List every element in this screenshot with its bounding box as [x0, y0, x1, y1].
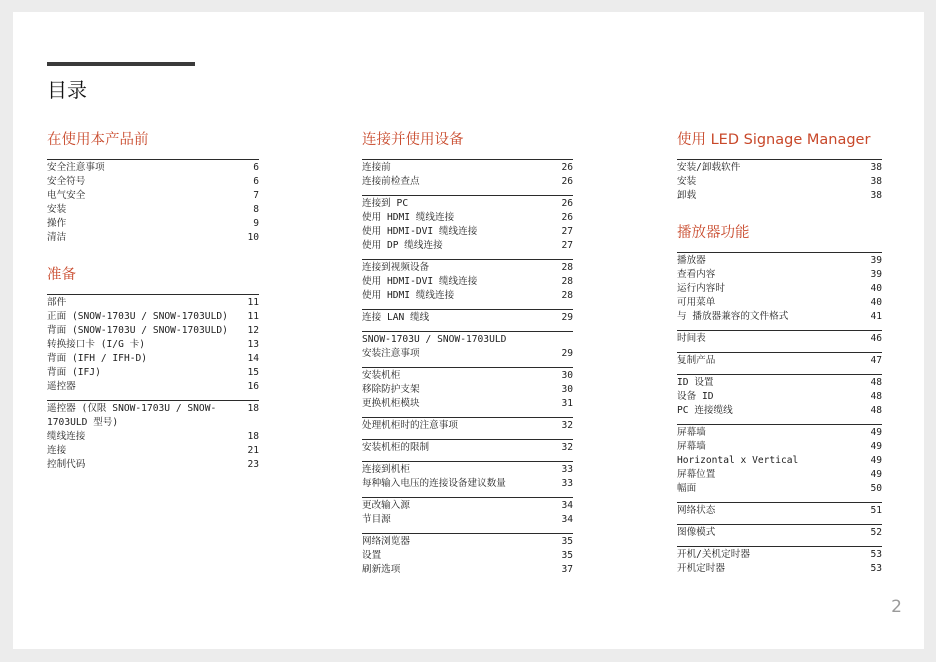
- toc-entry[interactable]: [677, 404, 882, 418]
- toc-entry[interactable]: [362, 549, 573, 563]
- toc-entry-page: 46: [870, 333, 882, 344]
- toc-entry-label: 图像模式: [677, 527, 716, 538]
- toc-entry-page: 35: [561, 550, 573, 561]
- toc-entry-label: ID 设置: [677, 377, 714, 388]
- toc-entry[interactable]: [677, 310, 882, 324]
- toc-entry[interactable]: [362, 563, 573, 577]
- toc-entry[interactable]: [362, 347, 573, 361]
- toc-entry[interactable]: [362, 161, 573, 175]
- toc-entry-page: 12: [247, 325, 259, 336]
- toc-entry-label: 连接: [47, 445, 67, 456]
- toc-entry-label: 播放器: [677, 255, 706, 266]
- toc-entry-page: 48: [870, 377, 882, 388]
- toc-entry-page: 26: [561, 198, 573, 209]
- toc-entry-label: 设备 ID: [677, 391, 714, 402]
- toc-group: [362, 309, 573, 325]
- toc-group: [362, 417, 573, 433]
- toc-entry[interactable]: [47, 430, 259, 444]
- toc-entry-page: 32: [561, 442, 573, 453]
- toc-entry[interactable]: [47, 324, 259, 338]
- toc-entry[interactable]: [362, 463, 573, 477]
- toc-entry-page: 35: [561, 536, 573, 547]
- toc-group: [677, 159, 882, 203]
- toc-entry-label: 更改输入源: [362, 500, 410, 511]
- toc-entry-label: 连接到机柜: [362, 464, 410, 475]
- toc-entry-page: 26: [561, 176, 573, 187]
- toc-entry-page: 49: [870, 469, 882, 480]
- toc-entry[interactable]: [677, 548, 882, 562]
- toc-entry[interactable]: [677, 254, 882, 268]
- toc-entry-label: 使用 HDMI-DVI 缆线连接: [362, 226, 478, 237]
- toc-entry-label: 连接前: [362, 162, 391, 173]
- toc-entry-page: 18: [247, 403, 259, 414]
- toc-entry-page: 52: [870, 527, 882, 538]
- section-heading[interactable]: 播放器功能: [677, 225, 750, 241]
- toc-entry-page: 18: [247, 431, 259, 442]
- toc-column-2: [362, 130, 573, 583]
- toc-entry[interactable]: [47, 231, 259, 245]
- toc-entry[interactable]: [362, 311, 573, 325]
- toc-entry-label: 背面 (SNOW-1703U / SNOW-1703ULD): [47, 325, 228, 336]
- toc-entry-label: PC 连接缆线: [677, 405, 733, 416]
- toc-entry-label: 与 播放器兼容的文件格式: [677, 311, 789, 322]
- toc-entry-page: 26: [561, 162, 573, 173]
- toc-entry-label: 可用菜单: [677, 297, 716, 308]
- section-heading[interactable]: 使用 LED Signage Manager: [677, 132, 871, 148]
- toc-entry-page: 28: [561, 276, 573, 287]
- toc-entry-page: 31: [561, 398, 573, 409]
- toc-entry-page: 48: [870, 391, 882, 402]
- toc-entry-page: 51: [870, 505, 882, 516]
- toc-entry[interactable]: [362, 441, 573, 455]
- toc-entry-label: 卸载: [677, 190, 697, 201]
- toc-entry-label: 刷新选项: [362, 564, 401, 575]
- toc-entry-page: 41: [870, 311, 882, 322]
- toc-column-3: [677, 130, 882, 582]
- toc-entry-page: 30: [561, 384, 573, 395]
- toc-entry-label: 使用 DP 缆线连接: [362, 240, 443, 251]
- toc-group: [362, 439, 573, 455]
- toc-entry[interactable]: [47, 217, 259, 231]
- toc-entry-page: 53: [870, 549, 882, 560]
- toc-entry-page: 14: [247, 353, 259, 364]
- toc-entry-page: 30: [561, 370, 573, 381]
- toc-entry-label: 转换接口卡 (I/G 卡): [47, 339, 145, 350]
- toc-entry-page: 28: [561, 290, 573, 301]
- toc-entry-page: 23: [247, 459, 259, 470]
- toc-entry-page: 21: [247, 445, 259, 456]
- toc-entry[interactable]: [362, 211, 573, 225]
- toc-group: [362, 461, 573, 491]
- toc-group: [362, 331, 573, 361]
- toc-entry[interactable]: [677, 390, 882, 404]
- toc-entry-label: 使用 HDMI-DVI 缆线连接: [362, 276, 478, 287]
- toc-entry-page: 49: [870, 427, 882, 438]
- section-heading[interactable]: 准备: [47, 267, 76, 283]
- toc-entry[interactable]: [47, 189, 259, 203]
- toc-entry-label: 屏幕墙: [677, 441, 706, 452]
- toc-entry[interactable]: [47, 338, 259, 352]
- toc-entry[interactable]: [677, 189, 882, 203]
- toc-entry-page: 40: [870, 297, 882, 308]
- toc-group: [362, 159, 573, 189]
- toc-entry-label: 运行内容时: [677, 283, 725, 294]
- toc-entry[interactable]: [677, 354, 882, 368]
- toc-entry-page: 38: [870, 176, 882, 187]
- toc-entry-page: 38: [870, 190, 882, 201]
- toc-group: [362, 259, 573, 303]
- toc-entry-label: 安装: [47, 204, 67, 215]
- toc-entry[interactable]: [677, 440, 882, 454]
- toc-entry-page: 38: [870, 162, 882, 173]
- toc-entry-label: 幅面: [677, 483, 697, 494]
- toc-entry[interactable]: [47, 296, 259, 310]
- toc-entry-label: 设置: [362, 550, 382, 561]
- toc-entry-label: 安全符号: [47, 176, 86, 187]
- toc-entry-label: 背面 (IFH / IFH-D): [47, 353, 148, 364]
- toc-entry-page: 9: [253, 218, 259, 229]
- toc-entry[interactable]: [677, 468, 882, 482]
- toc-entry-page: 34: [561, 514, 573, 525]
- toc-entry-label: 安装机柜: [362, 370, 401, 381]
- toc-entry[interactable]: [677, 161, 882, 175]
- toc-group: [47, 159, 259, 245]
- toc-entry-label: 屏幕位置: [677, 469, 716, 480]
- toc-entry-page: 11: [247, 297, 259, 308]
- toc-entry-page: 13: [247, 339, 259, 350]
- toc-entry-label: 使用 HDMI 缆线连接: [362, 290, 455, 301]
- toc-entry-label: 遥控器: [47, 381, 76, 392]
- toc-entry-page: 33: [561, 478, 573, 489]
- toc-entry-page: 49: [870, 455, 882, 466]
- toc-entry-page: 26: [561, 212, 573, 223]
- toc-entry-label: 连接到 PC: [362, 198, 409, 209]
- toc-entry[interactable]: [362, 419, 573, 433]
- toc-entry[interactable]: [677, 268, 882, 282]
- toc-entry-page: 6: [253, 176, 259, 187]
- toc-entry-page: 53: [870, 563, 882, 574]
- toc-entry-label: 安装: [677, 176, 697, 187]
- toc-entry-page: 10: [247, 232, 259, 243]
- toc-group: [677, 424, 882, 496]
- toc-entry-label: 电气安全: [47, 190, 86, 201]
- toc-group: [362, 497, 573, 527]
- toc-entry[interactable]: [362, 499, 573, 513]
- toc-entry[interactable]: [677, 562, 882, 576]
- toc-entry[interactable]: [677, 504, 882, 518]
- toc-entry[interactable]: [677, 175, 882, 189]
- page-number: 2: [891, 597, 902, 617]
- toc-entry-page: 34: [561, 500, 573, 511]
- title-rule: [47, 62, 195, 66]
- toc-entry[interactable]: [47, 203, 259, 217]
- toc-entry-label: 使用 HDMI 缆线连接: [362, 212, 455, 223]
- toc-entry-label: Horizontal x Vertical: [677, 455, 799, 466]
- toc-entry[interactable]: [362, 535, 573, 549]
- toc-entry-label: 连接到视频设备: [362, 262, 430, 273]
- toc-entry-page: 29: [561, 312, 573, 323]
- toc-entry-label: 网络状态: [677, 505, 716, 516]
- toc-entry-label: 操作: [47, 218, 67, 229]
- toc-entry[interactable]: [47, 310, 259, 324]
- toc-entry-label: 安装机柜的限制: [362, 442, 430, 453]
- toc-entry[interactable]: [47, 161, 259, 175]
- toc-entry-page: 29: [561, 348, 573, 359]
- toc-entry-page: 40: [870, 283, 882, 294]
- toc-entry-label: SNOW-1703U / SNOW-1703ULD: [362, 334, 507, 345]
- toc-entry[interactable]: [677, 376, 882, 390]
- toc-entry[interactable]: [362, 261, 573, 275]
- toc-entry[interactable]: [362, 397, 573, 411]
- document-page: [13, 12, 924, 649]
- toc-group: [677, 524, 882, 540]
- toc-entry[interactable]: [362, 513, 573, 527]
- toc-entry[interactable]: [677, 282, 882, 296]
- toc-entry-page: 15: [247, 367, 259, 378]
- toc-entry-page: 47: [870, 355, 882, 366]
- toc-entry-page: 50: [870, 483, 882, 494]
- toc-entry-label: 节目源: [362, 514, 391, 525]
- toc-entry[interactable]: [362, 239, 573, 253]
- toc-entry[interactable]: [677, 296, 882, 310]
- toc-entry[interactable]: [362, 369, 573, 383]
- toc-group: [677, 546, 882, 576]
- toc-entry[interactable]: [47, 458, 259, 472]
- toc-column-1: [47, 130, 259, 478]
- toc-entry-page: 7: [253, 190, 259, 201]
- toc-entry-label: 移除防护支架: [362, 384, 420, 395]
- toc-group: [362, 367, 573, 411]
- toc-entry-label: 处理机柜时的注意事项: [362, 420, 458, 431]
- toc-entry-label: 正面 (SNOW-1703U / SNOW-1703ULD): [47, 311, 228, 322]
- toc-entry-page: 39: [870, 269, 882, 280]
- toc-entry-label: 屏幕墙: [677, 427, 706, 438]
- toc-group: [47, 294, 259, 394]
- toc-entry[interactable]: [47, 380, 259, 394]
- toc-entry-page: 32: [561, 420, 573, 431]
- toc-entry[interactable]: [677, 482, 882, 496]
- toc-entry-label: 每种输入电压的连接设备建议数量: [362, 478, 506, 489]
- toc-entry[interactable]: [47, 366, 259, 380]
- toc-entry-page: 28: [561, 262, 573, 273]
- toc-entry-label: 背面 (IFJ): [47, 367, 101, 378]
- toc-group: [677, 252, 882, 324]
- toc-entry-label: 开机/关机定时器: [677, 549, 750, 560]
- toc-entry-page: 33: [561, 464, 573, 475]
- toc-entry-page: 8: [253, 204, 259, 215]
- toc-entry[interactable]: [362, 197, 573, 211]
- toc-group: [677, 374, 882, 418]
- toc-entry[interactable]: [47, 402, 259, 430]
- toc-entry[interactable]: [362, 477, 573, 491]
- toc-entry[interactable]: [362, 289, 573, 303]
- toc-entry-page: 27: [561, 240, 573, 251]
- toc-group: [677, 330, 882, 346]
- toc-entry-label: 安全注意事项: [47, 162, 105, 173]
- toc-group: [677, 352, 882, 368]
- toc-group: [677, 502, 882, 518]
- toc-entry-label: 缆线连接: [47, 431, 86, 442]
- toc-entry-label: 复制产品: [677, 355, 716, 366]
- toc-entry-label: 连接前检查点: [362, 176, 420, 187]
- toc-entry-label: 控制代码: [47, 459, 86, 470]
- toc-entry[interactable]: [47, 444, 259, 458]
- toc-entry[interactable]: [362, 383, 573, 397]
- toc-entry-label: 安装/卸载软件: [677, 162, 741, 173]
- toc-entry-label: 连接 LAN 缆线: [362, 312, 430, 323]
- toc-entry-label: 安装注意事项: [362, 348, 420, 359]
- toc-entry[interactable]: [47, 175, 259, 189]
- toc-entry-label: 更换机柜模块: [362, 398, 420, 409]
- toc-entry-label: 遥控器 (仅限 SNOW-1703U / SNOW-1703ULD 型号): [47, 403, 217, 428]
- toc-entry-label: 部件: [47, 297, 67, 308]
- toc-entry-label: 查看内容: [677, 269, 716, 280]
- toc-entry-page: 11: [247, 311, 259, 322]
- toc-entry[interactable]: [362, 333, 573, 347]
- page-title: 目录: [47, 78, 87, 102]
- toc-entry[interactable]: [677, 332, 882, 346]
- toc-entry[interactable]: [362, 275, 573, 289]
- section-heading[interactable]: 在使用本产品前: [47, 132, 149, 148]
- toc-entry[interactable]: [362, 175, 573, 189]
- toc-entry-label: 时间表: [677, 333, 706, 344]
- toc-entry-page: 6: [253, 162, 259, 173]
- toc-entry[interactable]: [677, 526, 882, 540]
- toc-group: [362, 533, 573, 577]
- toc-group: [362, 195, 573, 253]
- toc-entry-label: 开机定时器: [677, 563, 725, 574]
- toc-entry-page: 16: [247, 381, 259, 392]
- toc-entry[interactable]: [677, 454, 882, 468]
- toc-entry-label: 清洁: [47, 232, 67, 243]
- toc-entry-label: 网络浏览器: [362, 536, 410, 547]
- toc-entry-page: 39: [870, 255, 882, 266]
- toc-entry[interactable]: [677, 426, 882, 440]
- toc-entry-page: 27: [561, 226, 573, 237]
- toc-entry-page: 37: [561, 564, 573, 575]
- section-heading[interactable]: 连接并使用设备: [362, 132, 464, 148]
- toc-entry-page: 48: [870, 405, 882, 416]
- toc-entry[interactable]: [362, 225, 573, 239]
- toc-entry-page: 49: [870, 441, 882, 452]
- toc-entry[interactable]: [47, 352, 259, 366]
- toc-group: [47, 400, 259, 472]
